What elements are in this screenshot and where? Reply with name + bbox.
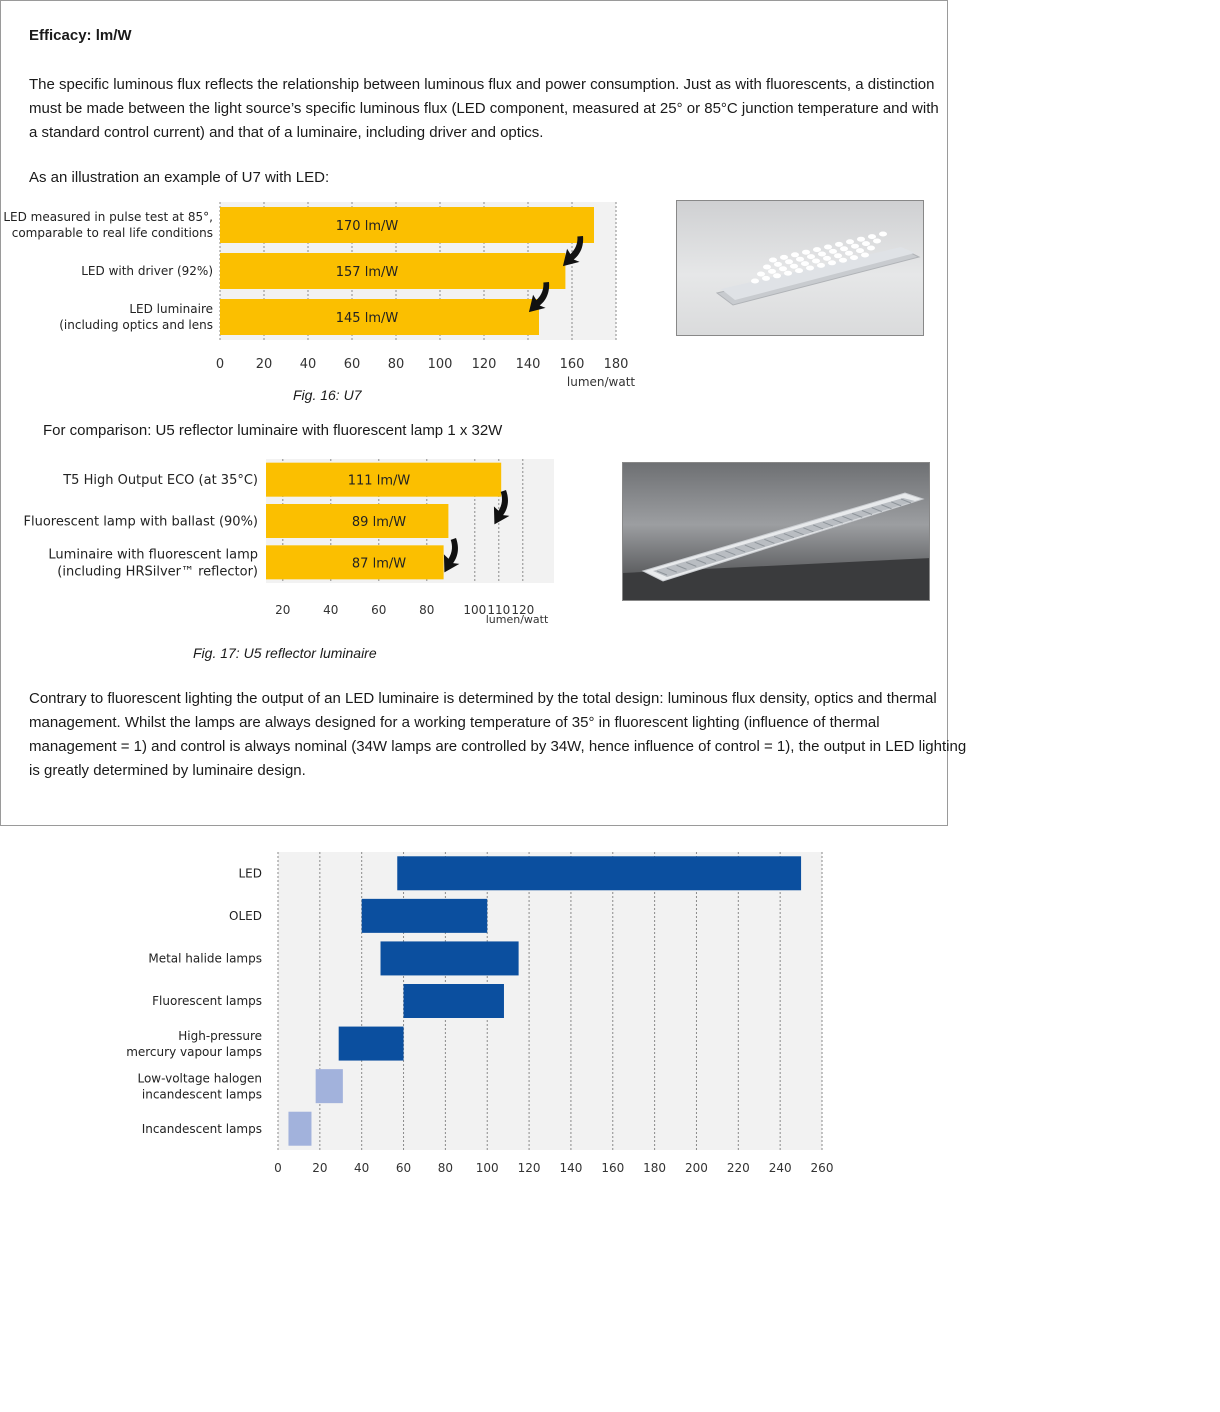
led-dot xyxy=(773,273,781,278)
x-tick-label: 80 xyxy=(419,603,435,617)
x-tick-label: 180 xyxy=(643,1161,667,1175)
x-tick-label: 240 xyxy=(768,1161,792,1175)
range-bar xyxy=(339,1027,404,1061)
category-label: Fluorescent lamp with ballast (90%) xyxy=(23,514,258,530)
range-bar xyxy=(288,1112,311,1146)
x-tick-label: 200 xyxy=(685,1161,708,1175)
x-tick-label: 120 xyxy=(517,1161,541,1175)
range-bar xyxy=(397,856,801,890)
led-dot xyxy=(856,248,864,253)
u7-luminaire-photo xyxy=(676,200,924,336)
led-dot xyxy=(824,245,832,250)
led-dot xyxy=(763,265,771,270)
led-dot xyxy=(850,255,858,260)
x-tick-label: 100 xyxy=(463,603,487,617)
x-tick-label: 110 xyxy=(487,603,511,617)
led-dot xyxy=(780,255,788,260)
category-label: LED measured in pulse test at 85°, xyxy=(3,210,213,225)
led-dot xyxy=(835,242,843,247)
category-label: OLED xyxy=(229,909,262,924)
led-dot xyxy=(795,268,803,273)
led-dot xyxy=(779,266,787,271)
fig17-caption: Fig. 17: U5 reflector luminaire xyxy=(193,645,377,661)
x-tick-label: 60 xyxy=(371,603,387,617)
led-dot xyxy=(751,279,759,284)
led-dot xyxy=(823,256,831,261)
x-axis-title: lumen/watt xyxy=(566,375,636,389)
bar-value-label: 111 lm/W xyxy=(347,473,411,489)
category-label: mercury vapour lamps xyxy=(126,1044,262,1059)
range-bar xyxy=(404,984,504,1018)
category-label: Metal halide lamps xyxy=(148,951,262,966)
x-tick-label: 160 xyxy=(601,1161,625,1175)
x-tick-label: 140 xyxy=(559,1161,583,1175)
x-tick-label: 180 xyxy=(603,357,629,372)
x-tick-label: 40 xyxy=(323,603,339,617)
x-tick-label: 100 xyxy=(475,1161,499,1175)
x-tick-label: 220 xyxy=(726,1161,750,1175)
category-label: High-pressure xyxy=(178,1028,262,1043)
category-label: LED with driver (92%) xyxy=(81,264,213,279)
led-dot xyxy=(807,254,815,259)
x-tick-label: 40 xyxy=(299,357,317,372)
led-dot xyxy=(802,250,810,255)
led-dot xyxy=(857,237,865,242)
x-tick-label: 0 xyxy=(274,1161,282,1175)
bar-value-label: 89 lm/W xyxy=(351,515,407,530)
range-bar xyxy=(381,941,519,975)
x-tick-label: 80 xyxy=(437,1161,454,1175)
x-tick-label: 100 xyxy=(427,357,453,372)
intro-paragraph: The specific luminous flux reflects the relationship between luminous flux and power consumption. Just as with fluorescents, a distinction must be made between the light source’s specific luminous flux (LED component, measured at 25° or 85°C junction temperature and with a standard control current) and that of a luminaire, including driver and optics. xyxy=(29,76,939,141)
led-dot xyxy=(840,246,848,251)
category-label: Fluorescent lamps xyxy=(152,994,262,1009)
led-dot xyxy=(813,247,821,252)
x-tick-label: 20 xyxy=(312,1161,328,1175)
led-dot xyxy=(784,271,792,276)
u7-efficacy-chart xyxy=(1,196,661,396)
led-dot xyxy=(769,258,777,263)
led-dot xyxy=(785,259,793,264)
led-dot xyxy=(796,257,804,262)
category-label: (including HRSilver™ reflector) xyxy=(57,564,258,580)
led-dot xyxy=(867,246,875,251)
x-axis-title: lumen/watt xyxy=(485,613,549,626)
led-dot xyxy=(868,234,876,239)
category-label: LED xyxy=(238,866,262,881)
category-label: (including optics and lens xyxy=(59,318,213,333)
fig16-caption: Fig. 16: U7 xyxy=(293,387,362,403)
x-tick-label: 260 xyxy=(810,1161,834,1175)
u5-efficacy-chart xyxy=(1,456,601,636)
bar-value-label: 145 lm/W xyxy=(335,311,399,326)
conclusion-paragraph: Contrary to fluorescent lighting the output of an LED luminaire is determined by the total design: luminous flux density, optics and thermal management. Whilst the lamps are always designed for a working temperature of 35° in fluorescent lighting (influence of thermal management = 1) and control is always nominal (34W lamps are controlled by 34W, hence influence of control = 1), the output in LED lighting is greatly determined by luminaire design. xyxy=(29,690,967,779)
led-dot xyxy=(862,241,870,246)
document-page xyxy=(0,0,967,826)
led-dot xyxy=(818,252,826,257)
x-tick-label: 80 xyxy=(387,357,405,372)
x-tick-label: 160 xyxy=(559,357,585,372)
u5-luminaire-photo xyxy=(622,462,930,601)
led-dot xyxy=(817,263,825,268)
x-tick-label: 60 xyxy=(343,357,361,372)
led-dot xyxy=(762,276,770,281)
u5-luminaire-drawing xyxy=(623,463,930,601)
led-dot xyxy=(879,232,887,237)
section-heading: Efficacy: lm/W xyxy=(29,27,132,44)
plot-area xyxy=(278,852,822,1150)
led-dot xyxy=(851,244,859,249)
category-label: T5 High Output ECO (at 35°C) xyxy=(63,473,258,489)
category-label: Incandescent lamps xyxy=(141,1121,262,1136)
led-dot xyxy=(812,259,820,264)
range-bar xyxy=(362,899,488,933)
bar-value-label: 170 lm/W xyxy=(335,219,399,234)
led-dot xyxy=(839,258,847,263)
led-dot xyxy=(801,261,809,266)
category-label: LED luminaire xyxy=(129,302,213,317)
u7-luminaire-drawing xyxy=(677,201,924,336)
bar-value-label: 87 lm/W xyxy=(351,556,407,572)
led-dot xyxy=(829,249,837,254)
led-dot xyxy=(845,251,853,256)
range-bar xyxy=(316,1069,343,1103)
led-dot xyxy=(757,272,765,277)
led-dot xyxy=(774,262,782,267)
x-tick-label: 120 xyxy=(471,357,497,372)
led-dot xyxy=(873,239,881,244)
x-tick-label: 0 xyxy=(215,357,225,372)
led-dot xyxy=(861,253,869,258)
x-tick-label: 120 xyxy=(511,603,535,617)
category-label: Low-voltage halogen xyxy=(137,1071,262,1086)
led-dot xyxy=(791,252,799,257)
category-label: comparable to real life conditions xyxy=(11,226,213,241)
led-dot xyxy=(834,253,842,258)
category-label: Luminaire with fluorescent lamp xyxy=(48,547,258,563)
comparison-paragraph: For comparison: U5 reflector luminaire with fluorescent lamp 1 x 32W xyxy=(43,422,503,439)
x-tick-label: 140 xyxy=(515,357,541,372)
x-tick-label: 20 xyxy=(275,603,291,617)
led-dot xyxy=(828,260,836,265)
led-dot xyxy=(846,239,854,244)
bar-value-label: 157 lm/W xyxy=(335,265,399,280)
x-tick-label: 40 xyxy=(354,1161,370,1175)
led-dot xyxy=(768,269,776,274)
lamp-efficacy-range-chart xyxy=(0,845,860,1185)
category-label: incandescent lamps xyxy=(141,1087,262,1102)
bar xyxy=(220,207,594,243)
x-tick-label: 20 xyxy=(255,357,273,372)
led-dot xyxy=(806,266,814,271)
x-tick-label: 60 xyxy=(395,1161,412,1175)
led-dot xyxy=(790,264,798,269)
example-paragraph: As an illustration an example of U7 with LED: xyxy=(29,169,330,186)
